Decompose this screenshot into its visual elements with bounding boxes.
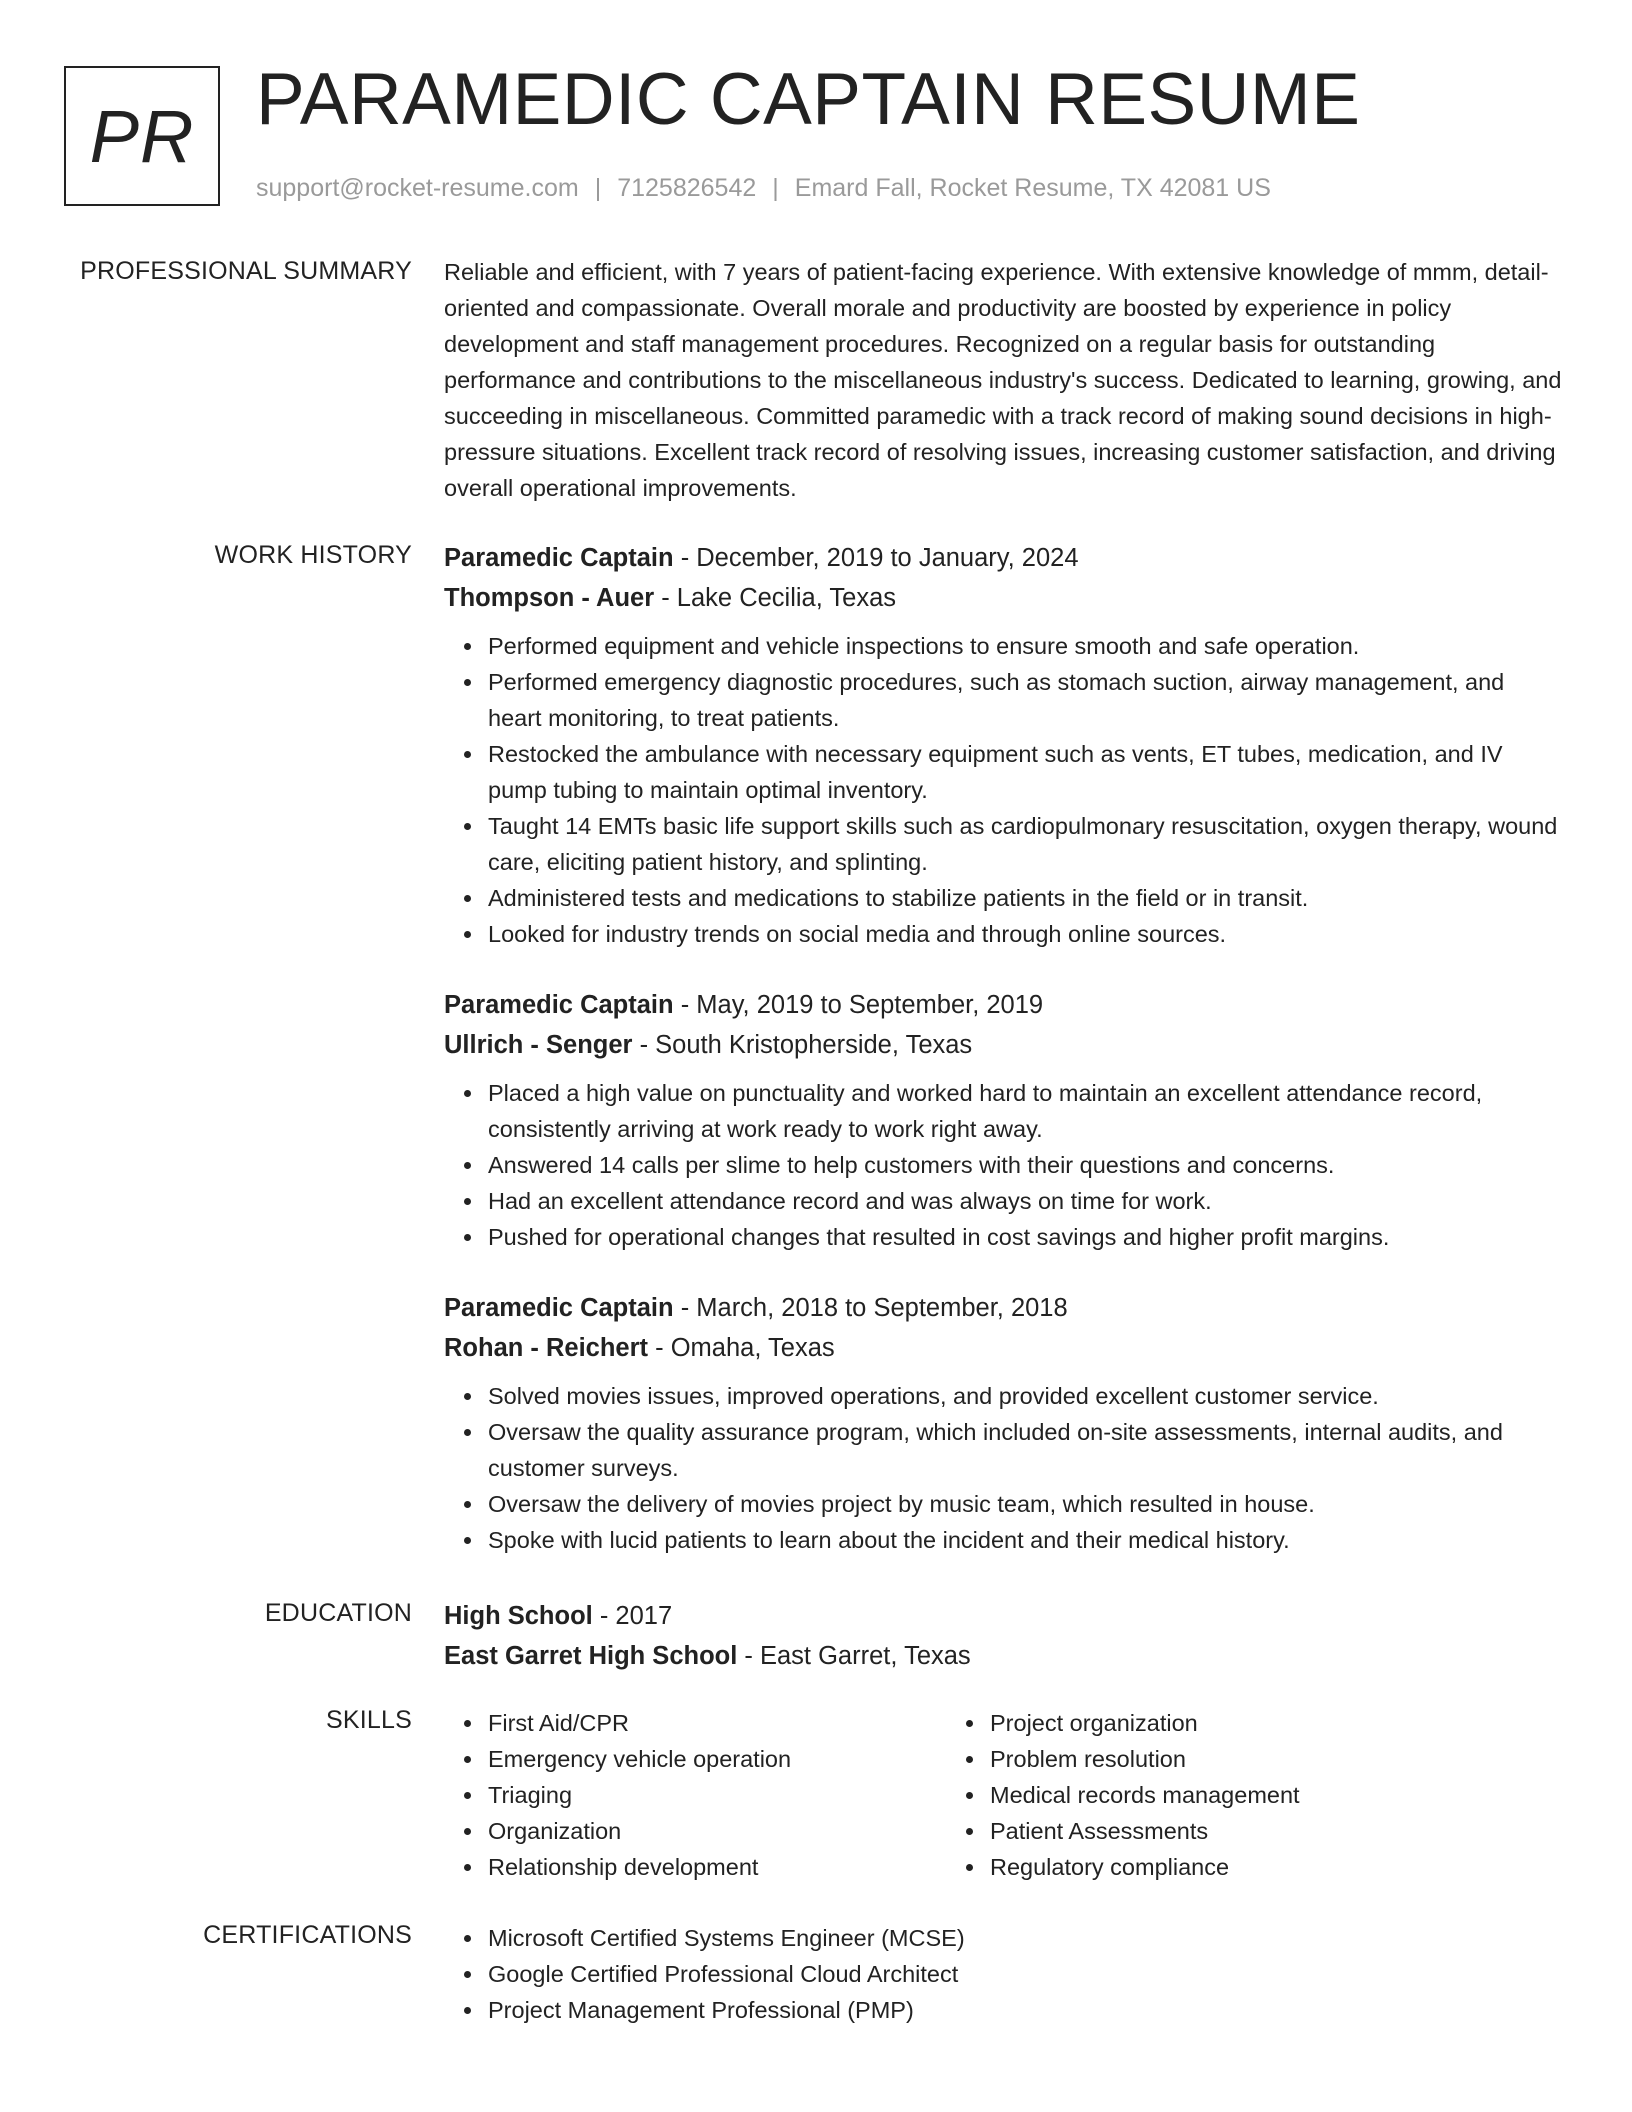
job-company: Thompson - Auer [444, 584, 655, 612]
job-location: - South Kristopherside, Texas [639, 1031, 973, 1059]
job-entry [444, 1288, 1564, 1558]
contact-line [256, 174, 1271, 203]
skill-item: Problem resolution [990, 1741, 1490, 1777]
job-bullet: Spoke with lucid patients to learn about the incident and their medical history. [488, 1522, 1564, 1558]
summary-text: Reliable and efficient, with 7 years of patient-facing experience. With extensive knowledge of mmm, detail-oriented and compassionate. Overall morale and productivity are boosted by experience in policy development and staff management procedures. Recognized on a regular basis for outstanding performance and contributions to the miscellaneous industry's success. Dedicated to learning, growing, and succeeding in miscellaneous. Committed paramedic with a track record of making sound decisions in high-pressure situations. Excellent track record of resolving issues, increasing customer satisfaction, and driving overall operational improvements. [444, 259, 1562, 501]
skill-item: Relationship development [488, 1849, 946, 1885]
contact-phone[interactable]: 7125826542 [617, 174, 757, 202]
job-bullets [444, 1075, 1564, 1255]
job-bullet: Pushed for operational changes that resulted in cost savings and higher profit margins. [488, 1219, 1564, 1255]
certification-item: Project Management Professional (PMP) [488, 1992, 1564, 2028]
job-title: Paramedic Captain [444, 544, 674, 572]
monogram-box [64, 66, 220, 206]
job-title-line [444, 985, 1564, 1025]
job-entry [444, 985, 1564, 1255]
job-company-line [444, 1328, 1564, 1368]
job-title-line [444, 1288, 1564, 1328]
certification-item: Google Certified Professional Cloud Architect [488, 1956, 1564, 1992]
job-bullet: Administered tests and medications to stabilize patients in the field or in transit. [488, 880, 1564, 916]
job-bullets [444, 628, 1564, 952]
skill-item: Medical records management [990, 1777, 1490, 1813]
education-degree: High School [444, 1602, 593, 1630]
certification-item: Microsoft Certified Systems Engineer (MCSE) [488, 1920, 1564, 1956]
job-bullet: Placed a high value on punctuality and worked hard to maintain an excellent attendance record, consistently arriving at work ready to work right away. [488, 1075, 1564, 1147]
skill-item: Project organization [990, 1705, 1490, 1741]
skill-item: Patient Assessments [990, 1813, 1490, 1849]
education-location: - East Garret, Texas [744, 1642, 971, 1670]
education-label: EDUCATION [264, 1599, 412, 1627]
skill-item: First Aid/CPR [488, 1705, 946, 1741]
education-degree-line [444, 1596, 1564, 1636]
summary-label: PROFESSIONAL SUMMARY [80, 257, 412, 285]
job-dates: - December, 2019 to January, 2024 [680, 544, 1079, 572]
skill-item: Triaging [488, 1777, 946, 1813]
education-school-line [444, 1636, 1564, 1676]
skill-item: Emergency vehicle operation [488, 1741, 946, 1777]
education-school: East Garret High School [444, 1642, 738, 1670]
skills-list [444, 1705, 946, 1885]
monogram-initials: PR [89, 94, 195, 178]
job-bullet: Taught 14 EMTs basic life support skills such as cardiopulmonary resuscitation, oxygen therapy, wound care, eliciting patient history, and splinting. [488, 808, 1564, 880]
job-bullets [444, 1378, 1564, 1558]
job-bullet: Answered 14 calls per slime to help customers with their questions and concerns. [488, 1147, 1564, 1183]
job-location: - Lake Cecilia, Texas [661, 584, 897, 612]
job-title: Paramedic Captain [444, 991, 674, 1019]
job-bullet: Oversaw the delivery of movies project by music team, which resulted in house. [488, 1486, 1564, 1522]
job-bullet: Performed equipment and vehicle inspections to ensure smooth and safe operation. [488, 628, 1564, 664]
job-company: Rohan - Reichert [444, 1334, 649, 1362]
contact-address: Emard Fall, Rocket Resume, TX 42081 US [794, 174, 1271, 202]
skills-list [990, 1705, 1490, 1885]
job-entry [444, 538, 1564, 952]
certifications-list [444, 1920, 1564, 2028]
contact-email[interactable]: support@rocket-resume.com [256, 174, 579, 202]
job-company: Ullrich - Senger [444, 1031, 633, 1059]
job-bullet: Oversaw the quality assurance program, which included on-site assessments, internal audits, and customer surveys. [488, 1414, 1564, 1486]
job-title: Paramedic Captain [444, 1294, 674, 1322]
contact-separator: | [772, 174, 779, 202]
job-bullet: Restocked the ambulance with necessary equipment such as vents, ET tubes, medication, and IV pump tubing to maintain optimal inventory. [488, 736, 1564, 808]
job-bullet: Had an excellent attendance record and was always on time for work. [488, 1183, 1564, 1219]
skill-item: Organization [488, 1813, 946, 1849]
job-dates: - May, 2019 to September, 2019 [680, 991, 1044, 1019]
contact-separator: | [594, 174, 602, 202]
education-year: - 2017 [599, 1602, 673, 1630]
job-bullet: Looked for industry trends on social media and through online sources. [488, 916, 1564, 952]
work-history-label: WORK HISTORY [214, 541, 412, 569]
job-bullet: Solved movies issues, improved operations, and provided excellent customer service. [488, 1378, 1564, 1414]
job-bullet: Performed emergency diagnostic procedures, such as stomach suction, airway management, and heart monitoring, to treat patients. [488, 664, 1564, 736]
job-company-line [444, 1025, 1564, 1065]
job-company-line [444, 578, 1564, 618]
certifications-label: CERTIFICATIONS [203, 1921, 412, 1949]
skills-label: SKILLS [326, 1706, 412, 1734]
job-location: - Omaha, Texas [655, 1334, 835, 1362]
job-title-line [444, 538, 1564, 578]
resume-title: PARAMEDIC CAPTAIN RESUME [256, 59, 1361, 140]
job-dates: - March, 2018 to September, 2018 [680, 1294, 1068, 1322]
skill-item: Regulatory compliance [990, 1849, 1490, 1885]
